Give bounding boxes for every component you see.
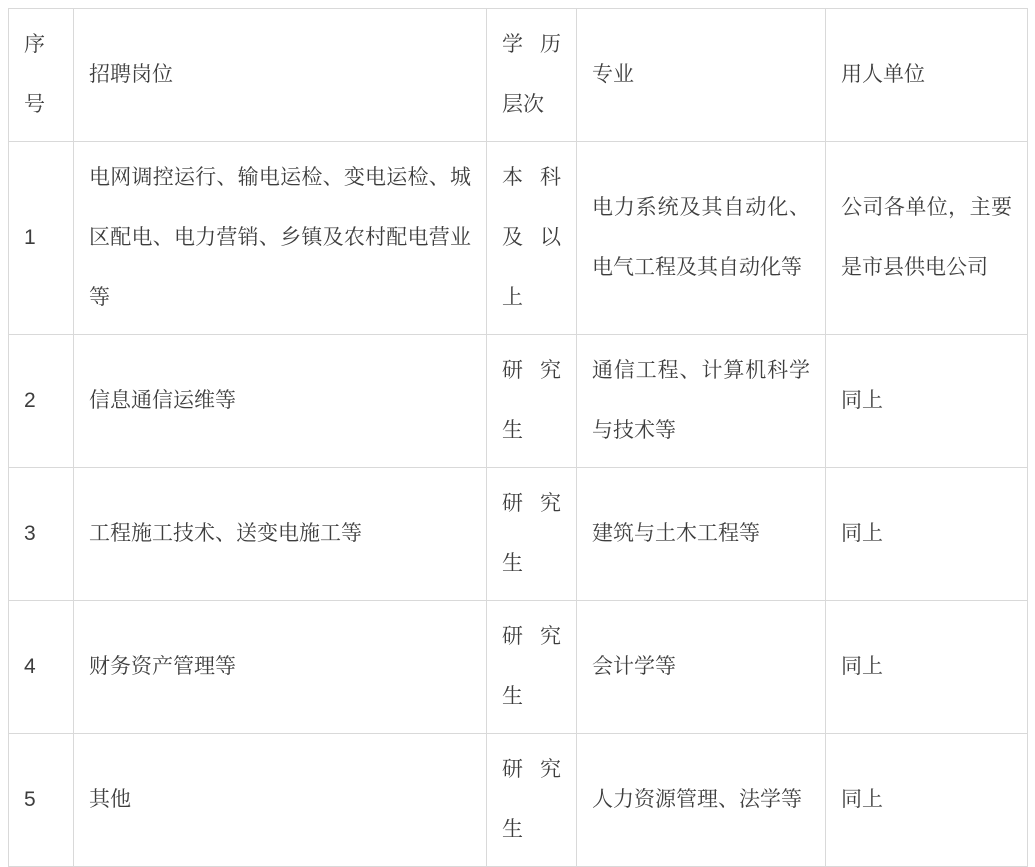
cell-employer: 公司各单位，主要是市县供电公司 bbox=[826, 142, 1028, 335]
cell-major: 建筑与土木工程等 bbox=[577, 468, 826, 601]
cell-education: 本科及以上 bbox=[487, 142, 577, 335]
cell-position: 信息通信运维等 bbox=[74, 335, 487, 468]
cell-major: 电力系统及其自动化、电气工程及其自动化等 bbox=[577, 142, 826, 335]
recruitment-table bbox=[8, 8, 1028, 867]
header-cell-employer: 用人单位 bbox=[826, 9, 1028, 142]
cell-position: 电网调控运行、输电运检、变电运检、城区配电、电力营销、乡镇及农村配电营业等 bbox=[74, 142, 487, 335]
header-cell-major: 专业 bbox=[577, 9, 826, 142]
cell-major: 人力资源管理、法学等 bbox=[577, 734, 826, 867]
cell-education: 研究生 bbox=[487, 601, 577, 734]
cell-index: 1 bbox=[9, 142, 74, 335]
cell-position: 财务资产管理等 bbox=[74, 601, 487, 734]
table-row bbox=[9, 601, 1028, 734]
header-cell-index: 序号 bbox=[9, 9, 74, 142]
cell-major: 通信工程、计算机科学与技术等 bbox=[577, 335, 826, 468]
cell-index: 3 bbox=[9, 468, 74, 601]
cell-position: 其他 bbox=[74, 734, 487, 867]
cell-employer: 同上 bbox=[826, 335, 1028, 468]
table-row bbox=[9, 734, 1028, 867]
cell-education: 研究生 bbox=[487, 335, 577, 468]
cell-employer: 同上 bbox=[826, 601, 1028, 734]
cell-index: 5 bbox=[9, 734, 74, 867]
table-row bbox=[9, 335, 1028, 468]
cell-education: 研究生 bbox=[487, 734, 577, 867]
table-row bbox=[9, 468, 1028, 601]
cell-major: 会计学等 bbox=[577, 601, 826, 734]
cell-education: 研究生 bbox=[487, 468, 577, 601]
header-row bbox=[9, 9, 1028, 142]
cell-employer: 同上 bbox=[826, 468, 1028, 601]
header-cell-position: 招聘岗位 bbox=[74, 9, 487, 142]
cell-position: 工程施工技术、送变电施工等 bbox=[74, 468, 487, 601]
cell-index: 2 bbox=[9, 335, 74, 468]
table-row bbox=[9, 142, 1028, 335]
cell-employer: 同上 bbox=[826, 734, 1028, 867]
header-cell-education: 学历层次 bbox=[487, 9, 577, 142]
cell-index: 4 bbox=[9, 601, 74, 734]
